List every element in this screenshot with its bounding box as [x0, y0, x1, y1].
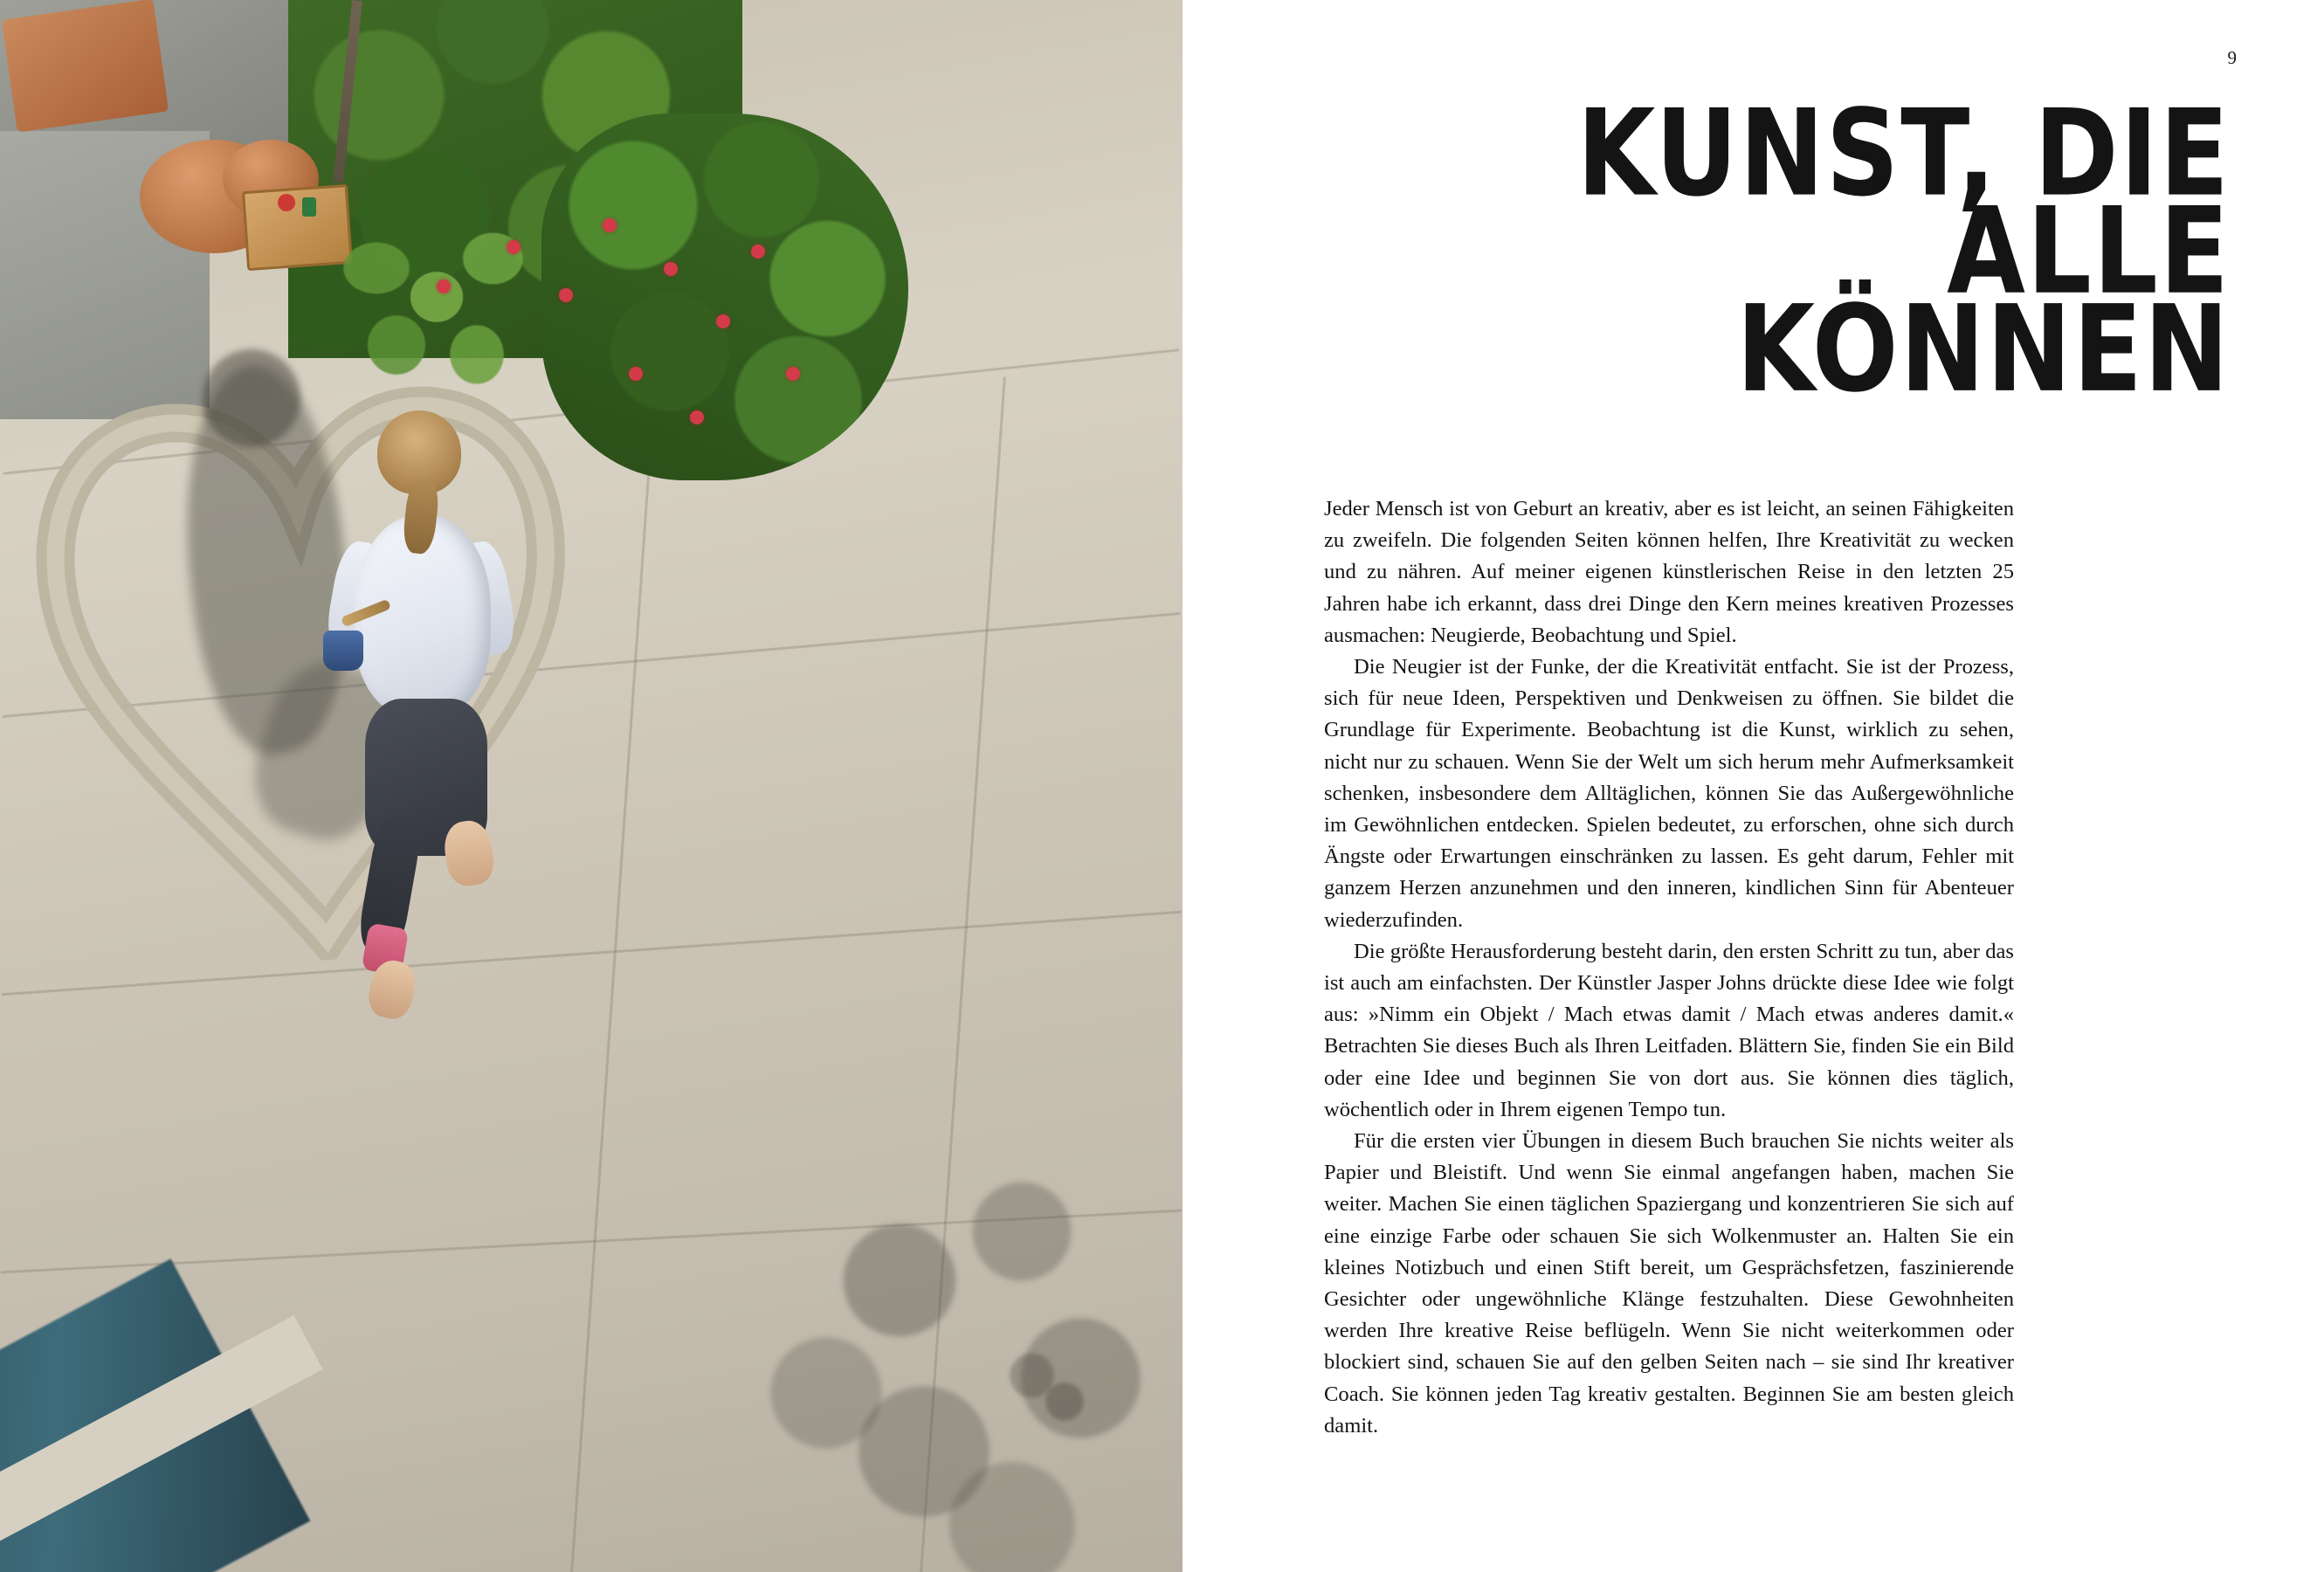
- page-title-line-1: KUNST, DIE ALLE: [1576, 84, 2231, 321]
- paragraph: Jeder Mensch ist von Geburt an kreativ, aber es ist leicht, an seinen Fähigkeiten zu zweifeln. Die folgenden Seiten können helfen, Ihre Kreativität zu wecken und zu nähren. Auf meiner eigenen künstlerischen Reise in den letzten 25 Jahren habe ich erkannt, dass drei Dinge den Kern meines kreativen Prozesses ausmachen: Neugierde, Beobachtung und Spiel.: [1324, 497, 2014, 647]
- page-title-line-2: KÖNNEN: [1736, 279, 2231, 420]
- text-page: [1183, 0, 2324, 1572]
- red-flower: [690, 410, 704, 424]
- person-shadow-head: [203, 349, 300, 447]
- red-flower: [716, 314, 730, 328]
- red-flower: [629, 367, 643, 381]
- page-number: 9: [2227, 47, 2237, 68]
- front-bare-foot: [441, 818, 497, 889]
- leaf-shadow: [999, 1336, 1130, 1467]
- red-flower: [751, 245, 765, 259]
- person-walking: [314, 410, 541, 926]
- red-flower: [786, 367, 800, 381]
- red-flower: [603, 218, 617, 232]
- red-flower: [664, 262, 678, 276]
- green-bottle-in-crate: [302, 197, 316, 217]
- paint-bucket: [323, 631, 363, 671]
- paragraph: Die größte Herausforderung besteht darin, den ersten Schritt zu tun, aber das ist auch am einfachsten. Der Künstler Jasper Johns drückte diese Idee wie folgt aus: »Nimm ein Objekt / Mach etwas damit / Mach etwas anderes damit.« Betrachten Sie dieses Buch als Ihren Leitfaden. Blättern Sie, finden Sie ein Bild oder eine Idee und beginnen Sie von dort aus. Sie können dies täglich, wöchentlich oder in Ihrem eigenen Tempo tun.: [1324, 939, 2014, 1121]
- body-text: [1324, 493, 2014, 1442]
- paragraph: Die Neugier ist der Funke, der die Kreativität entfacht. Sie ist der Prozess, sich für neue Ideen, Perspektiven und Denkweisen zu öffnen. Sie bildet die Grundlage für Experimente. Beobachtung ist die Kunst, wirklich zu sehen, nicht nur zu schauen. Wenn Sie der Welt um sich herum mehr Aufmerksamkeit schenken, insbesondere dem Alltäglichen, können Sie das Außergewöhnliche im Gewöhnlichen entdecken. Spielen bedeutet, zu erforschen, ohne sich durch Ängste oder Erwartungen einschränken zu lassen. Es geht darum, Fehler mit ganzem Herzen anzunehmen und den inneren, kindlichen Sinn für Abenteuer wiederzufinden.: [1324, 655, 2014, 932]
- paragraph: Für die ersten vier Übungen in diesem Buch brauchen Sie nichts weiter als Papier und Bleistift. Und wenn Sie einmal angefangen haben, machen Sie weiter. Machen Sie einen täglichen Spaziergang und konzentrieren Sie sich auf eine einzige Farbe oder schauen Sie sich Wolkenmuster an. Halten Sie ein kleines Notizbuch und einen Stift bereit, um Gesprächsfetzen, faszinierende Gesichter oder ungewöhnliche Klänge festzuhalten. Diese Gewohnheiten werden Ihre kreative Reise beflügeln. Wenn Sie nicht weiterkommen oder blockiert sind, schauen Sie auf den gelben Seiten nach – sie sind Ihr kreativer Coach. Sie können jeden Tag kreativ gestalten. Beginnen Sie am besten gleich damit.: [1324, 1129, 2014, 1438]
- red-object-in-crate: [278, 194, 295, 211]
- page-title: [1287, 84, 2231, 420]
- terracotta-planter: [2, 0, 169, 133]
- red-flower: [507, 240, 521, 254]
